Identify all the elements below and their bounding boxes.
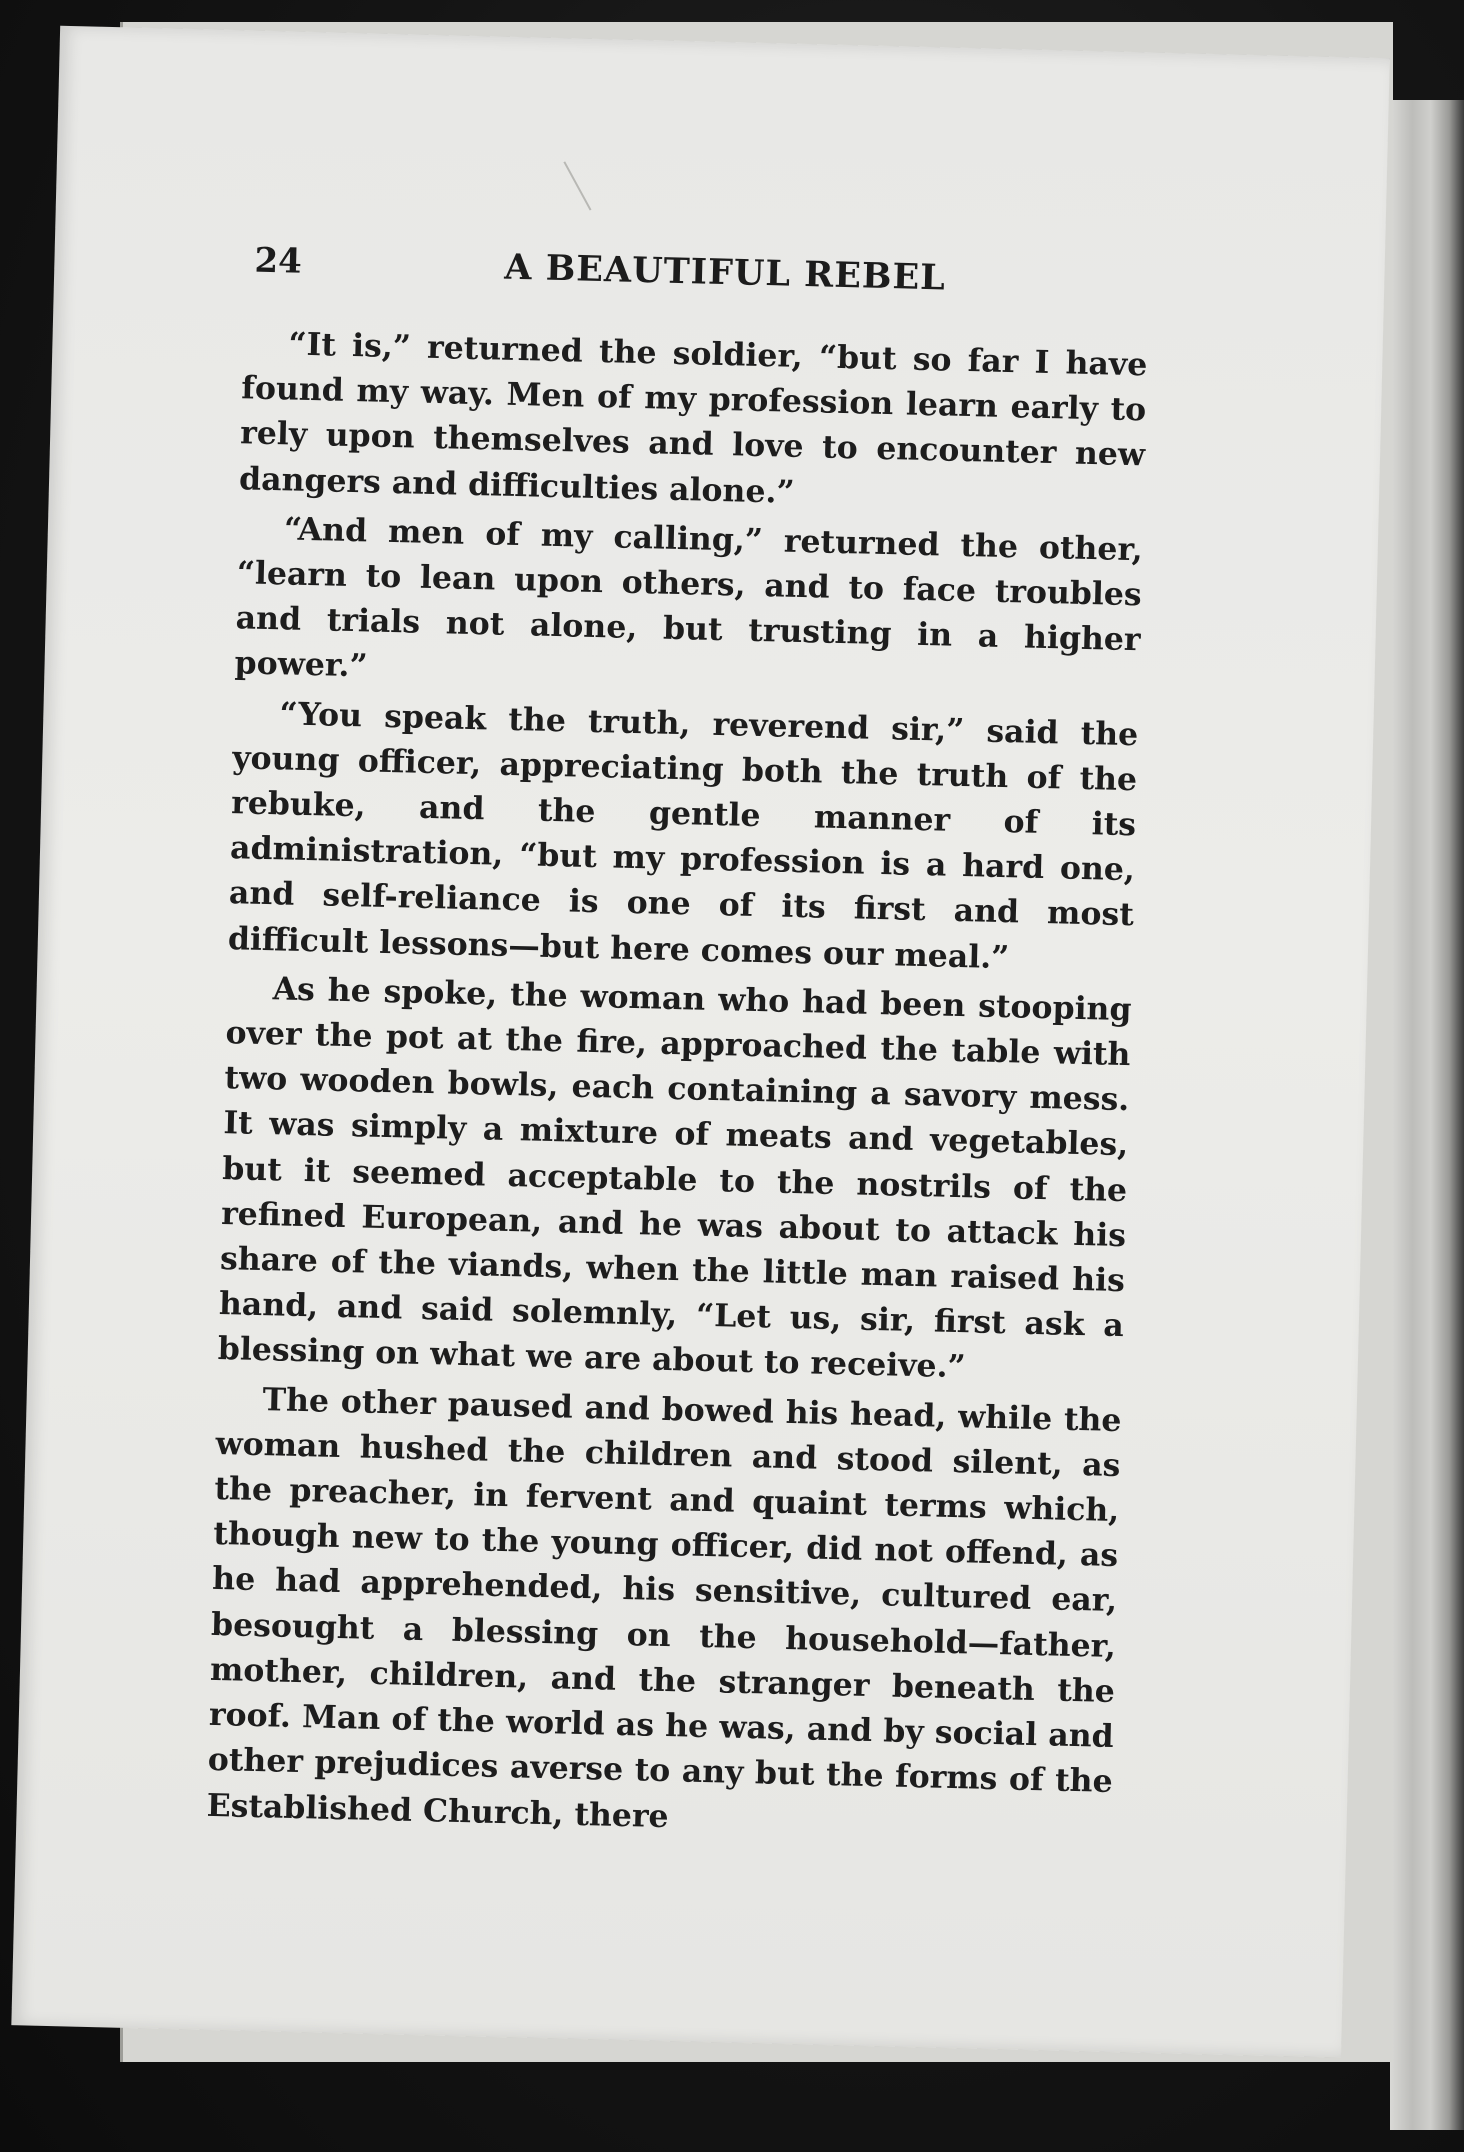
running-title: A BEAUTIFUL REBEL: [503, 246, 947, 299]
page-edges: [1390, 100, 1464, 2130]
paragraph: “You speak the truth, reverend sir,” said the young officer, appreciating both the truth of the rebuke, and the gentle manner of its administration, “but my profession is a hard one, and self-reliance is one of its first and most difficult lessons—but here comes our meal.”: [227, 694, 1139, 976]
page-mark: [563, 161, 591, 210]
paragraph: The other paused and bowed his head, while the woman hushed the children and stood silent, as the preacher, in fervent and quaint terms which, though new to the young officer, did not offend, as he had apprehended, his sensitive, cultured ear, besought a blessing on the household—father, mother, children, and the stranger beneath the roof. Man of the world as he was, and by social and other prejudices averse to any but the forms of the Established Church, there: [206, 1380, 1122, 1835]
paragraph: As he spoke, the woman who had been stooping over the pot at the fire, approached the table with two wooden bowls, each containing a savory mess. It was simply a mixture of meats and vegetables, but it seemed acceptable to the nostrils of the refined European, and he was about to attack his share of the viands, when the little man raised his hand, and said solemnly, “Let us, sir, first ask a blessing on what we are about to receive.”: [217, 970, 1132, 1386]
body-text: [206, 320, 1148, 1853]
page-number: 24: [254, 240, 303, 282]
paragraph: “It is,” returned the soldier, “but so far I have found my way. Men of my profession learn early to rely upon themselves and love to encounter new dangers and difficulties alone.”: [238, 325, 1148, 511]
book-page: [11, 26, 1389, 2058]
running-header: [254, 241, 1155, 323]
paragraph: “And men of my calling,” returned the other, “learn to lean upon others, and to face troubles and trials not alone, but trusting in a higher power.”: [234, 510, 1144, 685]
